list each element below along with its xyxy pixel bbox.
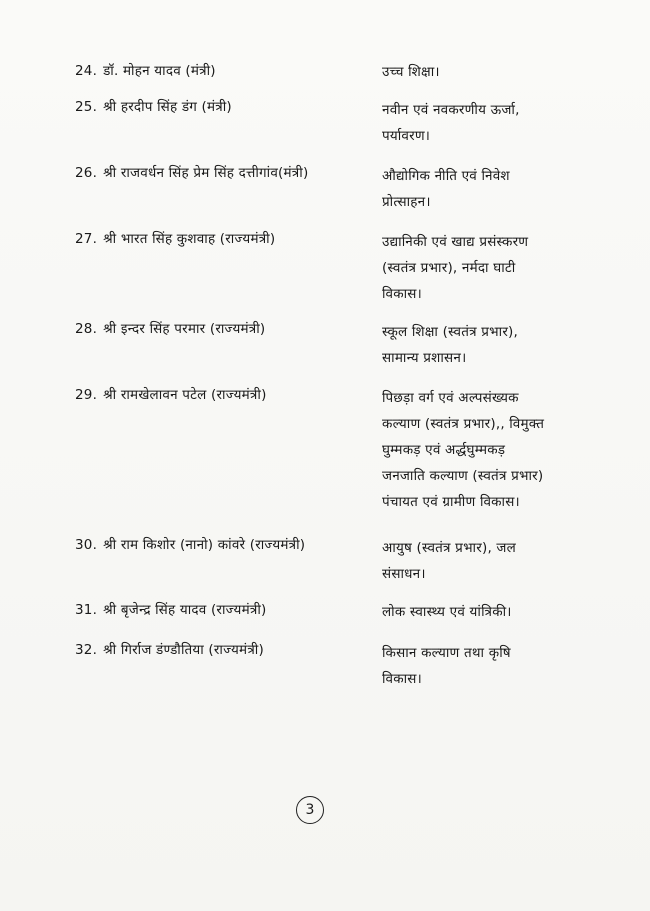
entry-number: 25. — [75, 99, 98, 115]
minister-name-text: श्री राजवर्धन सिंह प्रेम सिंह दत्तीगांव(मंत्री) — [103, 165, 309, 181]
minister-name — [75, 61, 375, 81]
entry-number: 26. — [75, 165, 98, 181]
portfolio-line: पिछड़ा वर्ग एवं अल्पसंख्यक — [382, 390, 519, 406]
entry-number: 24. — [75, 63, 98, 79]
portfolio — [382, 97, 577, 149]
portfolio-line: कल्याण (स्वतंत्र प्रभार),, विमुक्त — [382, 416, 545, 432]
minister-name — [75, 640, 375, 660]
minister-name-text: श्री रामखेलावन पटेल (राज्यमंत्री) — [103, 387, 267, 403]
portfolio — [382, 229, 577, 307]
portfolio — [382, 163, 577, 215]
portfolio-line: जनजाति कल्याण (स्वतंत्र प्रभार) — [382, 468, 544, 484]
minister-name-text: श्री बृजेन्द्र सिंह यादव (राज्यमंत्री) — [103, 602, 267, 618]
minister-name-text: श्री इन्दर सिंह परमार (राज्यमंत्री) — [103, 321, 266, 337]
portfolio-line: सामान्य प्रशासन। — [382, 350, 467, 366]
portfolio-line: लोक स्वास्थ्य एवं यांत्रिकी। — [382, 604, 512, 620]
entry-number: 29. — [75, 387, 98, 403]
minister-name — [75, 229, 375, 249]
minister-name — [75, 319, 375, 339]
portfolio-line: विकास। — [382, 671, 422, 687]
portfolio-line: किसान कल्याण तथा कृषि — [382, 645, 511, 661]
minister-name-text: डॉ. मोहन यादव (मंत्री) — [103, 63, 216, 79]
portfolio-line: संसाधन। — [382, 566, 426, 582]
portfolio-line: प्रोत्साहन। — [382, 194, 431, 210]
portfolio — [382, 599, 577, 625]
entry-number: 32. — [75, 642, 98, 658]
portfolio-line: उद्यानिकी एवं खाद्य प्रसंस्करण — [382, 234, 529, 250]
portfolio-line: (स्वतंत्र प्रभार), नर्मदा घाटी — [382, 260, 516, 276]
portfolio — [382, 319, 577, 371]
minister-name-text: श्री हरदीप सिंह डंग (मंत्री) — [103, 99, 232, 115]
portfolio-line: घुम्मकड़ एवं अर्द्धघुम्मकड़ — [382, 442, 506, 458]
entry-number: 30. — [75, 537, 98, 553]
portfolio-line: पंचायत एवं ग्रामीण विकास। — [382, 494, 520, 510]
entry-number: 27. — [75, 231, 98, 247]
portfolio-line: औद्योगिक नीति एवं निवेश — [382, 168, 510, 184]
portfolio — [382, 59, 577, 85]
portfolio-line: पर्यावरण। — [382, 128, 431, 144]
minister-name-text: श्री राम किशोर (नानो) कांवरे (राज्यमंत्री) — [103, 537, 306, 553]
portfolio — [382, 535, 577, 587]
minister-name-text: श्री गिर्राज डंण्डौतिया (राज्यमंत्री) — [103, 642, 264, 658]
minister-name — [75, 385, 375, 405]
portfolio-line: नवीन एवं नवकरणीय ऊर्जा, — [382, 102, 520, 118]
minister-name — [75, 535, 375, 555]
portfolio-line: स्कूल शिक्षा (स्वतंत्र प्रभार), — [382, 324, 519, 340]
portfolio — [382, 640, 577, 692]
portfolio-line: उच्च शिक्षा। — [382, 64, 440, 80]
portfolio-line: विकास। — [382, 286, 422, 302]
minister-name-text: श्री भारत सिंह कुशवाह (राज्यमंत्री) — [103, 231, 276, 247]
portfolio-line: आयुष (स्वतंत्र प्रभार), जल — [382, 540, 516, 556]
minister-name — [75, 163, 375, 183]
minister-name — [75, 97, 375, 117]
entry-number: 28. — [75, 321, 98, 337]
portfolio — [382, 385, 577, 515]
entry-number: 31. — [75, 602, 98, 618]
minister-name — [75, 600, 375, 620]
page-number: 3 — [296, 796, 324, 824]
